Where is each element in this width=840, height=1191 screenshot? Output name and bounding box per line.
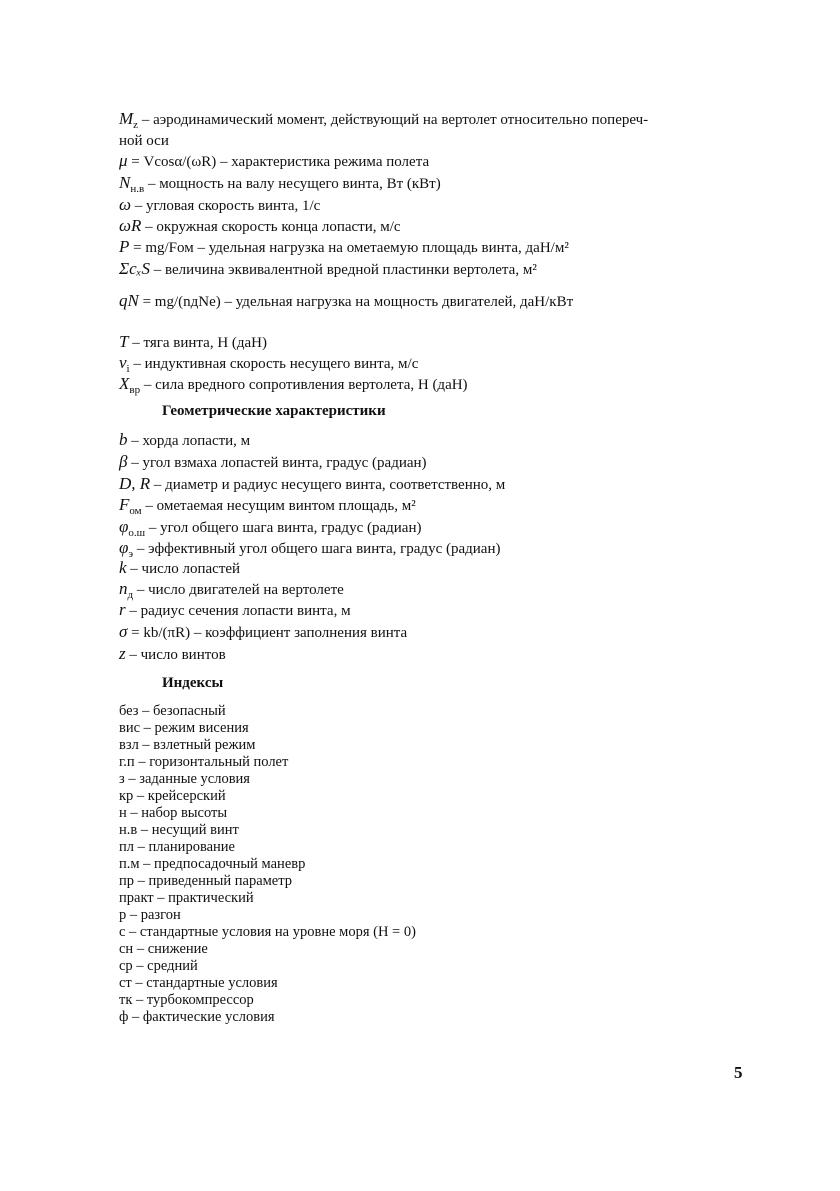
notation-line: qN = mg/(nдNe) – удельная нагрузка на мощность двигателей, даН/кВт <box>119 291 574 310</box>
geometry-line: β – угол взмаха лопастей винта, градус (радиан) <box>119 452 427 471</box>
geometry-line: b – хорда лопасти, м <box>119 430 251 449</box>
geometry-line: k – число лопастей <box>119 558 241 577</box>
index-item: ф – фактические условия <box>119 1009 275 1025</box>
index-item: тк – турбокомпрессор <box>119 992 254 1008</box>
geometry-line: $n_д$ – число двигателей на вертолете <box>119 579 344 601</box>
notation-line: ω – угловая скорость винта, 1/с <box>119 195 321 214</box>
geometry-line: $F_{ом}$ – ометаемая несущим винтом площадь, м² <box>119 495 416 517</box>
index-item: пр – приведенный параметр <box>119 873 293 889</box>
index-item: н – набор высоты <box>119 805 228 821</box>
index-item: р – разгон <box>119 907 181 923</box>
geometry-line: z – число винтов <box>119 644 226 663</box>
geometry-line: $\varphi_{о.ш}$ – угол общего шага винта, градус (радиан) <box>119 517 422 539</box>
index-item: кр – крейсерский <box>119 788 226 804</box>
notation-line: ной оси <box>119 133 169 149</box>
index-item: п.м – предпосадочный маневр <box>119 856 306 872</box>
page-number: 5 <box>734 1063 743 1082</box>
notation-line: $v_i$ – индуктивная скорость несущего винта, м/с <box>119 353 419 375</box>
geometry-line: r – радиус сечения лопасти винта, м <box>119 600 351 619</box>
index-item: г.п – горизонтальный полет <box>119 754 289 770</box>
notation-line: $M_z$ – аэродинамический момент, действующий на вертолет относительно попереч- <box>119 109 649 131</box>
index-item: ст – стандартные условия <box>119 975 278 991</box>
geometry-line: σ = kb/(πR) – коэффициент заполнения винта <box>119 622 408 641</box>
geometry-line: $\varphi_э$ – эффективный угол общего шага винта, градус (радиан) <box>119 538 501 560</box>
index-item: з – заданные условия <box>119 771 250 787</box>
index-item: взл – взлетный режим <box>119 737 256 753</box>
index-item: ср – средний <box>119 958 198 974</box>
index-item: сн – снижение <box>119 941 208 957</box>
section-heading-indices: Индексы <box>162 675 224 691</box>
index-item: с – стандартные условия на уровне моря (H = 0) <box>119 924 416 940</box>
notation-line: μ = Vcosα/(ωR) – характеристика режима полета <box>119 151 430 170</box>
notation-line: T – тяга винта, Н (даН) <box>119 332 268 351</box>
notation-line: $N_{н.в}$ – мощность на валу несущего винта, Вт (кВт) <box>119 173 441 195</box>
notation-line: ωR – окружная скорость конца лопасти, м/с <box>119 216 401 235</box>
section-heading-geometry: Геометрические характеристики <box>162 403 386 419</box>
index-item: без – безопасный <box>119 703 226 719</box>
geometry-line: D, R – диаметр и радиус несущего винта, соответственно, м <box>119 474 506 493</box>
index-item: практ – практический <box>119 890 254 906</box>
notation-line: P = mg/Fом – удельная нагрузка на ометаемую площадь винта, даН/м² <box>119 237 569 256</box>
notation-line: ΣcₓS – величина эквивалентной вредной пластинки вертолета, м² <box>119 259 537 278</box>
index-item: вис – режим висения <box>119 720 249 736</box>
notation-line: $X_{вр}$ – сила вредного сопротивления вертолета, Н (даН) <box>119 374 468 396</box>
index-item: пл – планирование <box>119 839 235 855</box>
index-item: н.в – несущий винт <box>119 822 239 838</box>
